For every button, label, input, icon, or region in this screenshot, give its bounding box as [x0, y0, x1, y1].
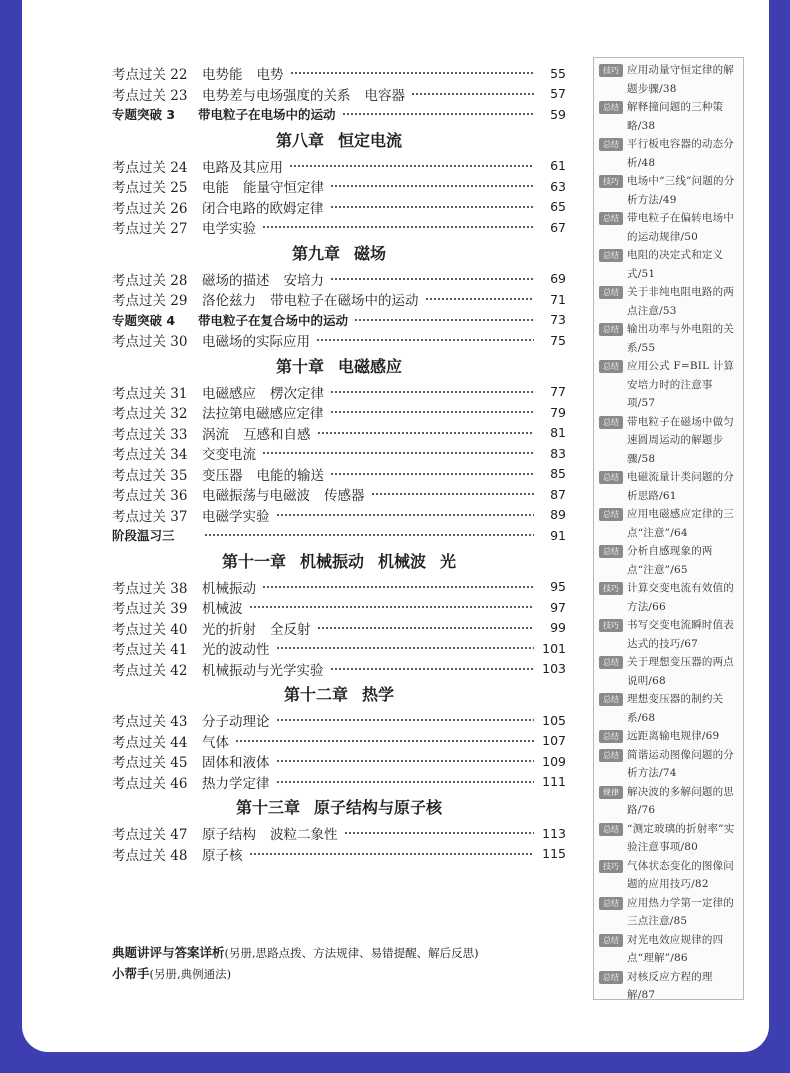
dot-leader: [330, 473, 534, 475]
tip-badge: 技巧: [599, 175, 623, 188]
toc-entry-title-part: 电容器: [364, 87, 405, 104]
toc-entry-title: [202, 63, 284, 83]
toc-entry-page: 65: [550, 199, 566, 215]
tips-sidebar: [593, 57, 744, 1000]
dot-leader: [235, 740, 534, 742]
toc-entry-code: 考点过关 29: [112, 293, 188, 310]
toc-entry-code: 考点过关 35: [112, 467, 188, 484]
toc-entry-title: [202, 156, 283, 176]
toc-entry-title: [198, 311, 348, 329]
dot-leader: [276, 514, 535, 516]
tip-text: 关于理想变压器的两点说明/68: [627, 656, 734, 687]
dot-leader: [330, 278, 534, 280]
toc-entry-code: 考点过关 22: [112, 67, 188, 84]
footer-answers-title: 典题讲评与答案详析: [112, 945, 225, 960]
dot-leader: [276, 760, 535, 762]
toc-entry-code: 考点过关 44: [112, 734, 188, 751]
chapter-heading-part: 电磁感应: [338, 356, 403, 376]
toc-entry-title-part: 光的波动性: [202, 642, 270, 659]
tip-text: 对光电效应规律的四点“理解”/86: [627, 933, 724, 964]
toc-entry-title: [202, 402, 324, 422]
toc-entry-title: [202, 423, 311, 443]
toc-entry-code: 考点过关 33: [112, 426, 188, 443]
tip-text: 书写交变电流瞬时值表达式的技巧/67: [627, 619, 734, 650]
toc-entry[interactable]: [112, 330, 566, 351]
dot-leader: [344, 832, 535, 834]
dot-leader: [425, 298, 535, 300]
dot-leader: [204, 534, 534, 536]
chapter-heading-part: 原子结构与原子核: [314, 798, 443, 817]
toc-entry[interactable]: [112, 505, 566, 526]
toc-entry-title-part: 闭合电路的欧姆定律: [202, 200, 324, 217]
toc-entry-title-part: 带电粒子在电场中的运动: [198, 107, 336, 123]
toc-entry[interactable]: [112, 731, 566, 752]
toc-entry-title: [202, 269, 324, 289]
toc-entry-title-part: 传感器: [324, 488, 365, 505]
toc-entry-page: 85: [550, 466, 566, 482]
toc-entry[interactable]: [112, 63, 566, 84]
toc-entry[interactable]: [112, 310, 566, 331]
tip-item[interactable]: [599, 413, 739, 469]
toc-entry-page: 55: [550, 65, 566, 81]
tip-text: 带电粒子在磁场中做匀速圆周运动的解题步骤/58: [627, 415, 734, 465]
tip-text: 远距离输电规律/69: [627, 730, 720, 742]
toc-entry[interactable]: [112, 751, 566, 772]
dot-leader: [290, 72, 535, 74]
tip-text: “测定玻璃的折射率”实验注意事项/80: [627, 822, 735, 853]
tip-badge: 总结: [599, 212, 623, 225]
toc-entry-title-part: 电磁感应: [202, 385, 256, 402]
toc-entry[interactable]: [112, 464, 566, 485]
tip-item[interactable]: [599, 320, 739, 357]
chapter-heading-part: 第十三章: [235, 798, 300, 817]
tip-item[interactable]: [599, 820, 739, 857]
toc-entry-title-part: 互感和自感: [243, 426, 311, 443]
toc-entry-title-part: 电势: [256, 67, 284, 84]
toc-entry-page: 95: [550, 579, 566, 595]
toc-entry-title-part: 机械振动: [202, 580, 256, 597]
toc-entry-title-part: 安培力: [283, 272, 324, 289]
toc-entry-page: 67: [550, 219, 566, 235]
tip-text: 应用公式 F=BIL 计算安培力时的注意事项/57: [627, 360, 735, 409]
footer-answers-note: (另册,思路点拨、方法规律、易错提醒、解后反思): [224, 946, 479, 960]
dot-leader: [262, 452, 534, 454]
chapter-heading: [112, 546, 566, 577]
toc-entry[interactable]: [112, 402, 566, 423]
tip-text: 输出功率与外电阻的关系/55: [627, 323, 734, 354]
toc-entry-title: [202, 577, 256, 597]
toc-entry-page: 105: [542, 712, 566, 728]
tip-badge: 总结: [599, 101, 623, 114]
toc-entry-code: 考点过关 39: [112, 601, 188, 618]
toc-entry-page: 79: [550, 404, 566, 420]
tip-text: 电场中“三线”问题的分析方法/49: [627, 175, 735, 206]
tip-item[interactable]: [599, 579, 739, 616]
tip-badge: 总结: [599, 286, 623, 299]
tip-badge: 总结: [599, 508, 623, 521]
chapter-heading-part: 第九章: [291, 243, 340, 263]
toc-entry-title-part: 电路及其应用: [202, 159, 283, 176]
tip-text: 电阻的决定式和定义式/51: [627, 249, 724, 280]
tip-item[interactable]: [599, 61, 739, 98]
toc-entry[interactable]: [112, 423, 566, 444]
chapter-heading-part: 第十章: [275, 356, 324, 376]
tip-item[interactable]: [599, 894, 739, 931]
toc-entry-title-part: 变压器: [202, 467, 243, 484]
toc-entry-title: [198, 105, 336, 123]
tip-badge: 规律: [599, 786, 623, 799]
toc-entry[interactable]: [112, 618, 566, 639]
toc-entry-title-part: 电能: [202, 180, 229, 197]
dot-leader: [262, 586, 534, 588]
toc-entry-code: 考点过关 24: [112, 159, 188, 176]
toc-footer: [112, 942, 582, 984]
chapter-heading-part: 热学: [362, 685, 395, 704]
toc-entry-code: 考点过关 27: [112, 221, 188, 238]
dot-leader: [330, 391, 534, 393]
toc-entry-code: 考点过关 41: [112, 642, 188, 659]
toc-entry-code: 考点过关 36: [112, 488, 188, 505]
toc-entry[interactable]: [112, 659, 566, 680]
toc-entry-page: 59: [550, 106, 566, 122]
toc-entry[interactable]: [112, 289, 566, 310]
toc-entry-page: 77: [550, 384, 566, 400]
toc-entry-title: [202, 176, 324, 196]
chapter-heading-part: 光: [440, 551, 457, 571]
toc-entry-title-part: 波粒二象性: [270, 827, 338, 844]
chapter-heading-part: 第十一章: [221, 551, 286, 571]
dot-leader: [330, 206, 535, 208]
toc-entry-title-part: 气体: [202, 734, 229, 751]
toc-entry-page: 97: [550, 599, 566, 615]
tip-badge: 总结: [599, 693, 623, 706]
tip-item[interactable]: [599, 542, 739, 579]
toc-entry-page: 61: [550, 158, 566, 174]
toc-entry[interactable]: [112, 823, 566, 844]
dot-leader: [276, 647, 535, 649]
toc-entry-title: [202, 443, 256, 463]
tip-item[interactable]: [599, 172, 739, 209]
toc-entry-title: [202, 710, 270, 730]
toc-entry-page: 101: [542, 640, 566, 656]
tip-text: 理想变压器的制约关系/68: [627, 693, 724, 724]
tip-badge: 技巧: [599, 860, 623, 873]
chapter-heading-part: 磁场: [354, 243, 387, 263]
toc-entry-code: 考点过关 42: [112, 662, 188, 679]
toc-entry-title-part: 分子动理论: [202, 714, 270, 731]
toc-entry[interactable]: [112, 382, 566, 403]
toc-entry-code: 考点过关 45: [112, 755, 188, 772]
toc-entry-code: 考点过关 32: [112, 406, 188, 423]
tip-text: 电磁流量计类问题的分析思路/61: [627, 471, 734, 502]
chapter-heading: [112, 238, 566, 269]
toc-entry[interactable]: [112, 638, 566, 659]
footer-line-answers: [112, 942, 582, 963]
tip-text: 关于非纯电阻电路的两点注意/53: [627, 286, 734, 317]
toc-entry[interactable]: [112, 844, 566, 865]
toc-entry-title-part: 磁场的描述: [202, 272, 270, 289]
chapter-heading-part: 第十二章: [283, 685, 348, 704]
toc-entry-title-part: 交变电流: [202, 447, 256, 464]
dot-leader: [276, 781, 535, 783]
toc-entry-code: 考点过关 23: [112, 87, 188, 104]
toc-entry-title-part: 全反射: [270, 621, 311, 638]
tip-text: 解释撞问题的三种策略/38: [627, 101, 724, 132]
tip-badge: 总结: [599, 138, 623, 151]
tip-text: 带电粒子在偏转电场中的运动规律/50: [627, 212, 734, 243]
toc-entry-title-part: 电磁场的实际应用: [202, 334, 310, 351]
tip-badge: 总结: [599, 323, 623, 336]
toc-entry[interactable]: [112, 525, 566, 546]
toc-entry-title-part: 带电粒子在复合场中的运动: [198, 312, 349, 328]
tip-item[interactable]: [599, 857, 739, 894]
toc-entry-page: 73: [550, 312, 566, 328]
tip-item[interactable]: [599, 357, 739, 413]
toc-entry-title-part: 热力学定律: [202, 775, 270, 792]
toc-entry-code: 考点过关 30: [112, 334, 188, 351]
tip-text: 对核反应方程的理解/87: [627, 970, 713, 1001]
dot-leader: [371, 493, 535, 495]
toc-entry-code: 考点过关 31: [112, 385, 188, 402]
toc-entry-code: 考点过关 28: [112, 272, 188, 289]
tip-badge: 总结: [599, 823, 623, 836]
toc-entry-title: [202, 659, 324, 679]
footer-helper-note: (另册,典例通法): [149, 967, 232, 981]
dot-leader: [342, 113, 534, 115]
toc-entry-title-part: 带电粒子在磁场中的运动: [270, 293, 419, 310]
toc-entry-code: 考点过关 48: [112, 847, 188, 864]
tip-item[interactable]: [599, 690, 739, 727]
tip-badge: 总结: [599, 249, 623, 262]
chapter-heading: [112, 125, 566, 156]
toc-entry-title-part: 楞次定律: [270, 385, 324, 402]
toc-entry-page: 107: [542, 733, 566, 749]
toc-entry-title-part: 机械振动与光学实验: [202, 662, 324, 679]
dot-leader: [317, 627, 535, 629]
chapter-heading: [112, 792, 566, 823]
tip-item[interactable]: [599, 283, 739, 320]
toc-entry-code: 考点过关 38: [112, 580, 188, 597]
tip-badge: 总结: [599, 656, 623, 669]
dot-leader: [262, 226, 534, 228]
toc-entry-title-part: 电磁学实验: [202, 508, 270, 525]
toc-entry-page: 63: [550, 178, 566, 194]
toc-entry[interactable]: [112, 176, 566, 197]
toc-entry-code: 专题突破 3: [112, 107, 176, 123]
toc-entry-title: [202, 823, 338, 843]
toc-entry-page: 89: [550, 507, 566, 523]
table-of-contents: [112, 63, 566, 864]
chapter-heading: [112, 351, 566, 382]
tip-text: 气体状态变化的图像问题的应用技巧/82: [627, 859, 734, 890]
toc-entry-page: 87: [550, 486, 566, 502]
toc-entry-page: 113: [542, 825, 566, 841]
toc-entry-title: [202, 751, 270, 771]
tip-item[interactable]: [599, 727, 739, 746]
toc-entry[interactable]: [112, 484, 566, 505]
toc-entry-code: 考点过关 26: [112, 200, 188, 217]
toc-entry[interactable]: [112, 577, 566, 598]
tip-text: 简谐运动图像问题的分析方法/74: [627, 748, 734, 779]
tip-item[interactable]: [599, 746, 739, 783]
toc-entry-title: [202, 772, 270, 792]
toc-entry[interactable]: [112, 104, 566, 125]
footer-line-helper: [112, 963, 582, 984]
toc-entry-title: [202, 330, 310, 350]
tip-text: 应用热力学第一定律的三点注意/85: [627, 896, 734, 927]
dot-leader: [317, 432, 535, 434]
toc-entry-title: [202, 638, 270, 658]
tip-text: 分析自感现象的两点“注意”/65: [627, 545, 713, 576]
tip-item[interactable]: [599, 209, 739, 246]
toc-entry-title: [202, 289, 419, 309]
toc-entry-page: 109: [542, 753, 566, 769]
toc-entry-title: [202, 844, 243, 864]
tip-badge: 总结: [599, 360, 623, 373]
toc-entry[interactable]: [112, 197, 566, 218]
toc-entry-title-part: 电势能: [202, 67, 243, 84]
toc-entry-code: 阶段温习三: [112, 528, 175, 544]
toc-entry[interactable]: [112, 84, 566, 105]
dot-leader: [276, 719, 535, 721]
tip-item[interactable]: [599, 968, 739, 1005]
dot-leader: [330, 668, 535, 670]
toc-entry-title: [202, 464, 324, 484]
toc-entry-page: 69: [550, 271, 566, 287]
toc-entry-title-part: 涡流: [202, 426, 229, 443]
toc-entry-title: [202, 505, 270, 525]
toc-entry[interactable]: [112, 772, 566, 793]
toc-entry-title-part: 光的折射: [202, 621, 256, 638]
toc-entry-title: [202, 382, 324, 402]
toc-entry-code: 考点过关 40: [112, 621, 188, 638]
tip-item[interactable]: [599, 98, 739, 135]
tip-badge: 总结: [599, 971, 623, 984]
chapter-heading-part: 机械振动: [299, 551, 364, 571]
tip-item[interactable]: [599, 468, 739, 505]
toc-entry-title-part: 原子结构: [202, 827, 256, 844]
toc-entry[interactable]: [112, 443, 566, 464]
toc-entry-title: [202, 618, 311, 638]
toc-entry-title: [202, 197, 324, 217]
toc-entry-page: 111: [542, 774, 566, 790]
toc-entry-code: 专题突破 4: [112, 312, 176, 328]
tip-badge: 总结: [599, 897, 623, 910]
tip-badge: 技巧: [599, 64, 623, 77]
toc-entry-title-part: 电磁振荡与电磁波: [202, 488, 310, 505]
tip-badge: 总结: [599, 730, 623, 743]
tip-item[interactable]: [599, 653, 739, 690]
toc-entry-code: 考点过关 37: [112, 508, 188, 525]
toc-entry-title-part: 电能的输送: [256, 467, 324, 484]
tip-badge: 总结: [599, 416, 623, 429]
dot-leader: [249, 606, 535, 608]
tip-badge: 总结: [599, 934, 623, 947]
tip-item[interactable]: [599, 783, 739, 820]
tip-badge: 总结: [599, 545, 623, 558]
dot-leader: [330, 411, 535, 413]
dot-leader: [330, 185, 534, 187]
toc-entry-page: 115: [542, 846, 566, 862]
toc-entry[interactable]: [112, 217, 566, 238]
tip-text: 计算交变电流有效值的方法/66: [627, 582, 734, 613]
toc-entry-page: 91: [550, 527, 566, 543]
toc-entry-title: [202, 217, 256, 237]
chapter-heading-part: 机械波: [378, 551, 427, 571]
tip-badge: 技巧: [599, 619, 623, 632]
dot-leader: [249, 853, 535, 855]
tip-text: 解决波的多解问题的思路/76: [627, 785, 734, 816]
toc-entry-title-part: 电势差与电场强度的关系: [202, 87, 351, 104]
toc-entry-title: [202, 84, 405, 104]
dot-leader: [289, 165, 534, 167]
chapter-heading-part: 第八章: [275, 130, 324, 150]
toc-entry-code: 考点过关 34: [112, 447, 188, 464]
toc-entry-page: 71: [550, 291, 566, 307]
tip-badge: 总结: [599, 471, 623, 484]
toc-entry-title: [202, 597, 243, 617]
toc-entry-code: 考点过关 47: [112, 827, 188, 844]
toc-entry-page: 99: [550, 620, 566, 636]
toc-entry-page: 75: [550, 332, 566, 348]
tip-text: 平行板电容器的动态分析/48: [627, 138, 734, 169]
toc-entry-page: 81: [550, 425, 566, 441]
toc-entry-title-part: 能量守恒定律: [243, 180, 324, 197]
toc-entry-title-part: 机械波: [202, 601, 243, 618]
toc-entry-page: 83: [550, 445, 566, 461]
chapter-heading: [112, 679, 566, 710]
toc-entry-code: 考点过关 43: [112, 714, 188, 731]
tip-badge: 技巧: [599, 582, 623, 595]
tip-item[interactable]: [599, 616, 739, 653]
tip-item[interactable]: [599, 931, 739, 968]
toc-entry[interactable]: [112, 597, 566, 618]
dot-leader: [354, 319, 534, 321]
toc-entry-title-part: 原子核: [202, 847, 243, 864]
toc-entry-title-part: 固体和液体: [202, 755, 270, 772]
toc-entry-title-part: 洛伦兹力: [202, 293, 256, 310]
tip-item[interactable]: [599, 505, 739, 542]
toc-entry-page: 57: [550, 86, 566, 102]
toc-entry-page: 103: [542, 661, 566, 677]
tip-item[interactable]: [599, 135, 739, 172]
toc-entry-title-part: 电学实验: [202, 221, 256, 238]
toc-entry-title-part: 法拉第电磁感应定律: [202, 406, 324, 423]
tip-text: 应用动量守恒定律的解题步骤/38: [627, 64, 734, 95]
toc-entry[interactable]: [112, 156, 566, 177]
page-sheet: [22, 0, 769, 1052]
tip-text: 应用电磁感应定律的三点“注意”/64: [627, 508, 734, 539]
toc-entry[interactable]: [112, 269, 566, 290]
tip-item[interactable]: [599, 246, 739, 283]
toc-entry-title: [202, 731, 229, 751]
dot-leader: [411, 93, 534, 95]
toc-entry-title: [202, 484, 365, 504]
toc-entry[interactable]: [112, 710, 566, 731]
dot-leader: [316, 339, 534, 341]
toc-entry-code: 考点过关 25: [112, 180, 188, 197]
footer-helper-title: 小帮手: [112, 966, 150, 981]
toc-entry-code: 考点过关 46: [112, 775, 188, 792]
chapter-heading-part: 恒定电流: [338, 130, 403, 150]
tip-badge: 总结: [599, 749, 623, 762]
